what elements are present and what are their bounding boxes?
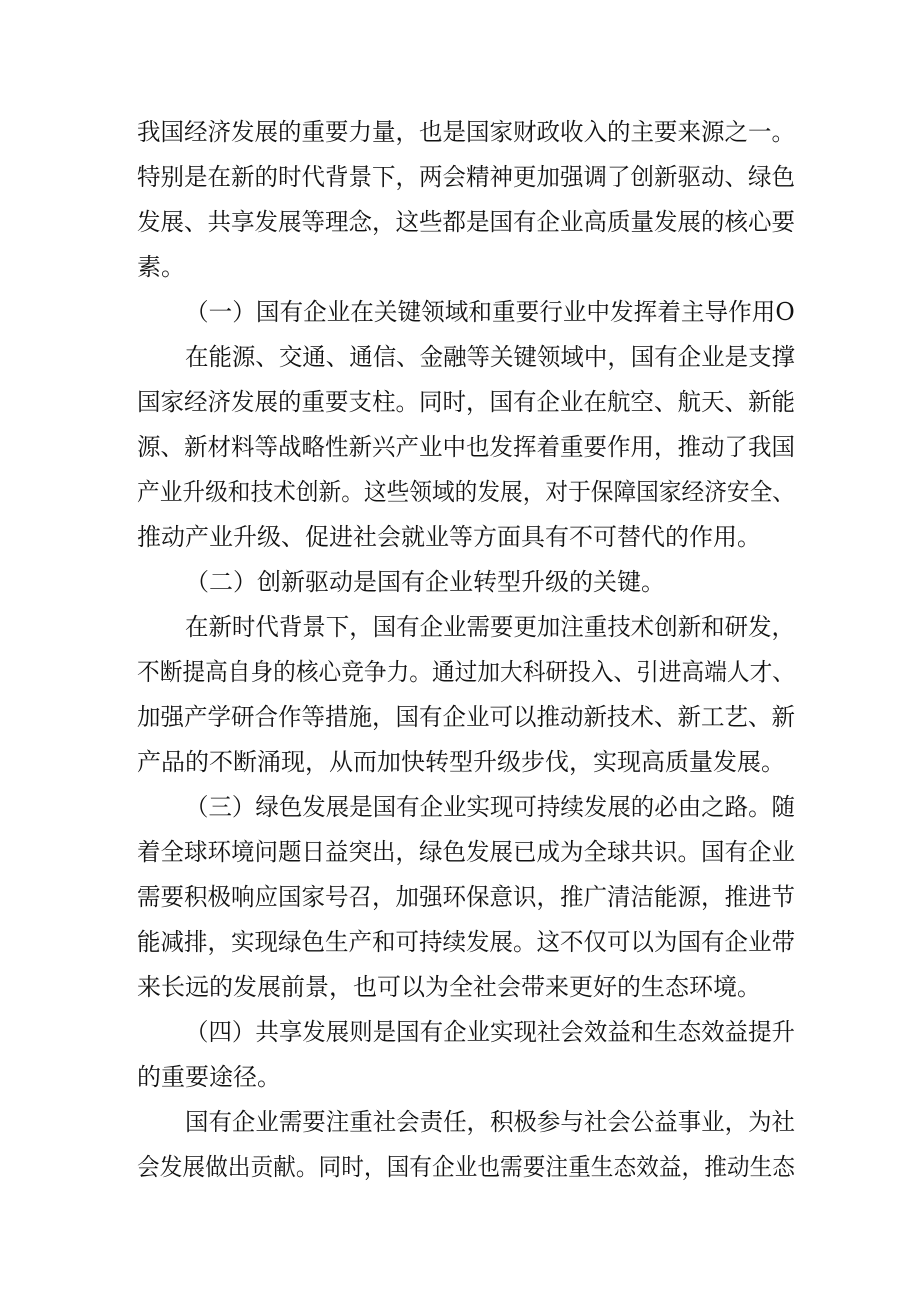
text-line: 国有企业需要注重社会责任，积极参与社会公益事业，为社 xyxy=(185,1108,796,1136)
section-heading: （三）绿色发展是国有企业实现可持续发展的必由之路。随 xyxy=(185,793,796,821)
section-heading: （四）共享发展则是国有企业实现社会效益和生态效益提升 xyxy=(185,1018,796,1046)
text-line: 素。 xyxy=(137,253,185,281)
text-line: 国家经济发展的重要支柱。同时，国有企业在航空、航天、新能 xyxy=(137,388,796,416)
text-line: 在新时代背景下，国有企业需要更加注重技术创新和研发， xyxy=(185,613,796,641)
text-line: 源、新材料等战略性新兴产业中也发挥着重要作用，推动了我国 xyxy=(137,433,796,461)
text-line: 的重要途径。 xyxy=(137,1063,281,1091)
text-line: 能减排，实现绿色生产和可持续发展。这不仅可以为国有企业带 xyxy=(137,928,796,956)
text-line: 不断提高自身的核心竞争力。通过加大科研投入、引进高端人才、 xyxy=(137,658,795,686)
text-line: 产业升级和技术创新。这些领域的发展，对于保障国家经济安全、 xyxy=(137,478,795,506)
text-line: 需要积极响应国家号召，加强环保意识，推广清洁能源，推进节 xyxy=(137,883,796,911)
text-line: 推动产业升级、促进社会就业等方面具有不可替代的作用。 xyxy=(137,523,761,551)
text-line: 发展、共享发展等理念，这些都是国有企业高质量发展的核心要 xyxy=(137,208,796,236)
text-line: 特别是在新的时代背景下，两会精神更加强调了创新驱动、绿色 xyxy=(137,163,796,191)
text-line: 产品的不断涌现，从而加快转型升级步伐，实现高质量发展。 xyxy=(137,748,785,776)
text-line: 着全球环境问题日益突出，绿色发展已成为全球共识。国有企业 xyxy=(137,838,796,866)
text-line: 加强产学研合作等措施，国有企业可以推动新技术、新工艺、新 xyxy=(137,703,796,731)
text-line: 会发展做出贡献。同时，国有企业也需要注重生态效益，推动生态 xyxy=(137,1153,795,1181)
text-line: 在能源、交通、通信、金融等关键领域中，国有企业是支撑 xyxy=(185,343,796,371)
section-heading: （二）创新驱动是国有企业转型升级的关键。 xyxy=(185,568,665,596)
text-line: 来长远的发展前景，也可以为全社会带来更好的生态环境。 xyxy=(137,973,761,1001)
text-line: 我国经济发展的重要力量，也是国家财政收入的主要来源之一。 xyxy=(137,118,796,146)
section-heading: （一）国有企业在关键领域和重要行业中发挥着主导作用O xyxy=(185,298,795,326)
